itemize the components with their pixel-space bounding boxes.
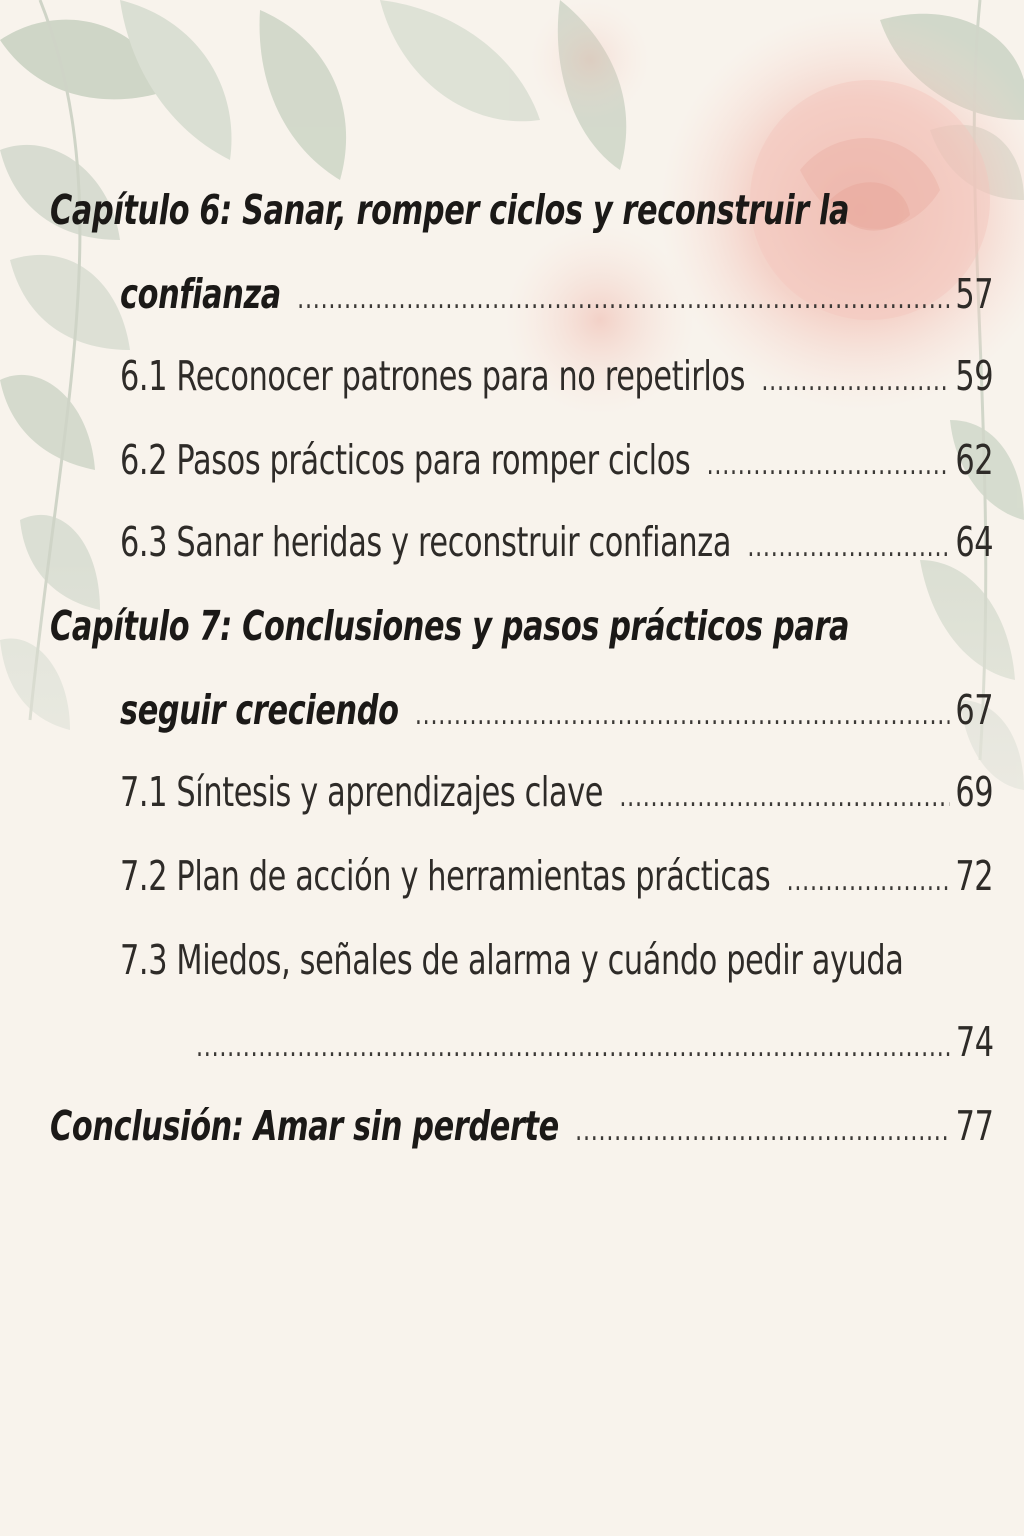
toc-chapter-7-title-line1[interactable] — [50, 602, 908, 650]
toc-page-number: 62 — [955, 436, 994, 484]
toc-entry-title: confianza — [120, 270, 281, 318]
toc-chapter-6-title-line1[interactable] — [50, 186, 908, 234]
dot-leader — [761, 363, 949, 398]
toc-entry-title: Capítulo 6: Sanar, romper ciclos y reconstruir la — [50, 186, 850, 234]
dot-leader — [575, 1113, 950, 1148]
toc-section-7-2[interactable] — [120, 852, 993, 900]
toc-page-number: 67 — [955, 686, 994, 734]
dot-leader — [787, 863, 950, 898]
toc-entry-title: Conclusión: Amar sin perderte — [50, 1102, 559, 1150]
toc-section-7-3-title[interactable] — [120, 936, 993, 984]
toc-entry-title: 7.2 Plan de acción y herramientas prácticas — [120, 852, 771, 900]
dot-leader — [196, 1029, 950, 1064]
toc-section-7-1[interactable] — [120, 768, 993, 816]
toc-page-number: 69 — [955, 768, 994, 816]
dot-leader — [747, 529, 949, 564]
toc-entry-title: seguir creciendo — [120, 686, 399, 734]
toc-entry-title: 6.3 Sanar heridas y reconstruir confianza — [120, 518, 732, 566]
toc-section-6-3[interactable] — [120, 518, 993, 566]
toc-section-6-2[interactable] — [120, 436, 993, 484]
toc-entry-title: 6.1 Reconocer patrones para no repetirlos — [120, 352, 746, 400]
toc-entry-title: Capítulo 7: Conclusiones y pasos prácticos para — [50, 602, 850, 650]
toc-page-number: 57 — [955, 270, 994, 318]
toc-entry-title: 6.2 Pasos prácticos para romper ciclos — [120, 436, 691, 484]
dot-leader — [619, 779, 949, 814]
dot-leader — [297, 281, 949, 316]
toc-page-number: 77 — [955, 1102, 994, 1150]
dot-leader — [707, 447, 950, 482]
toc-page-number: 74 — [955, 1018, 994, 1066]
toc-page-number: 72 — [955, 852, 994, 900]
toc-section-6-1[interactable] — [120, 352, 993, 400]
dot-leader — [415, 697, 950, 732]
toc-chapter-6-title-line2[interactable] — [120, 270, 993, 318]
toc-page-number: 64 — [955, 518, 994, 566]
toc-conclusion[interactable] — [50, 1102, 994, 1150]
toc-chapter-7-title-line2[interactable] — [120, 686, 993, 734]
toc-entry-title: 7.3 Miedos, señales de alarma y cuándo pedir ayuda — [120, 936, 904, 984]
toc-page-number: 59 — [955, 352, 994, 400]
toc-entry-title: 7.1 Síntesis y aprendizajes clave — [120, 768, 604, 816]
toc-section-7-3-leader-line[interactable] — [196, 1018, 994, 1066]
